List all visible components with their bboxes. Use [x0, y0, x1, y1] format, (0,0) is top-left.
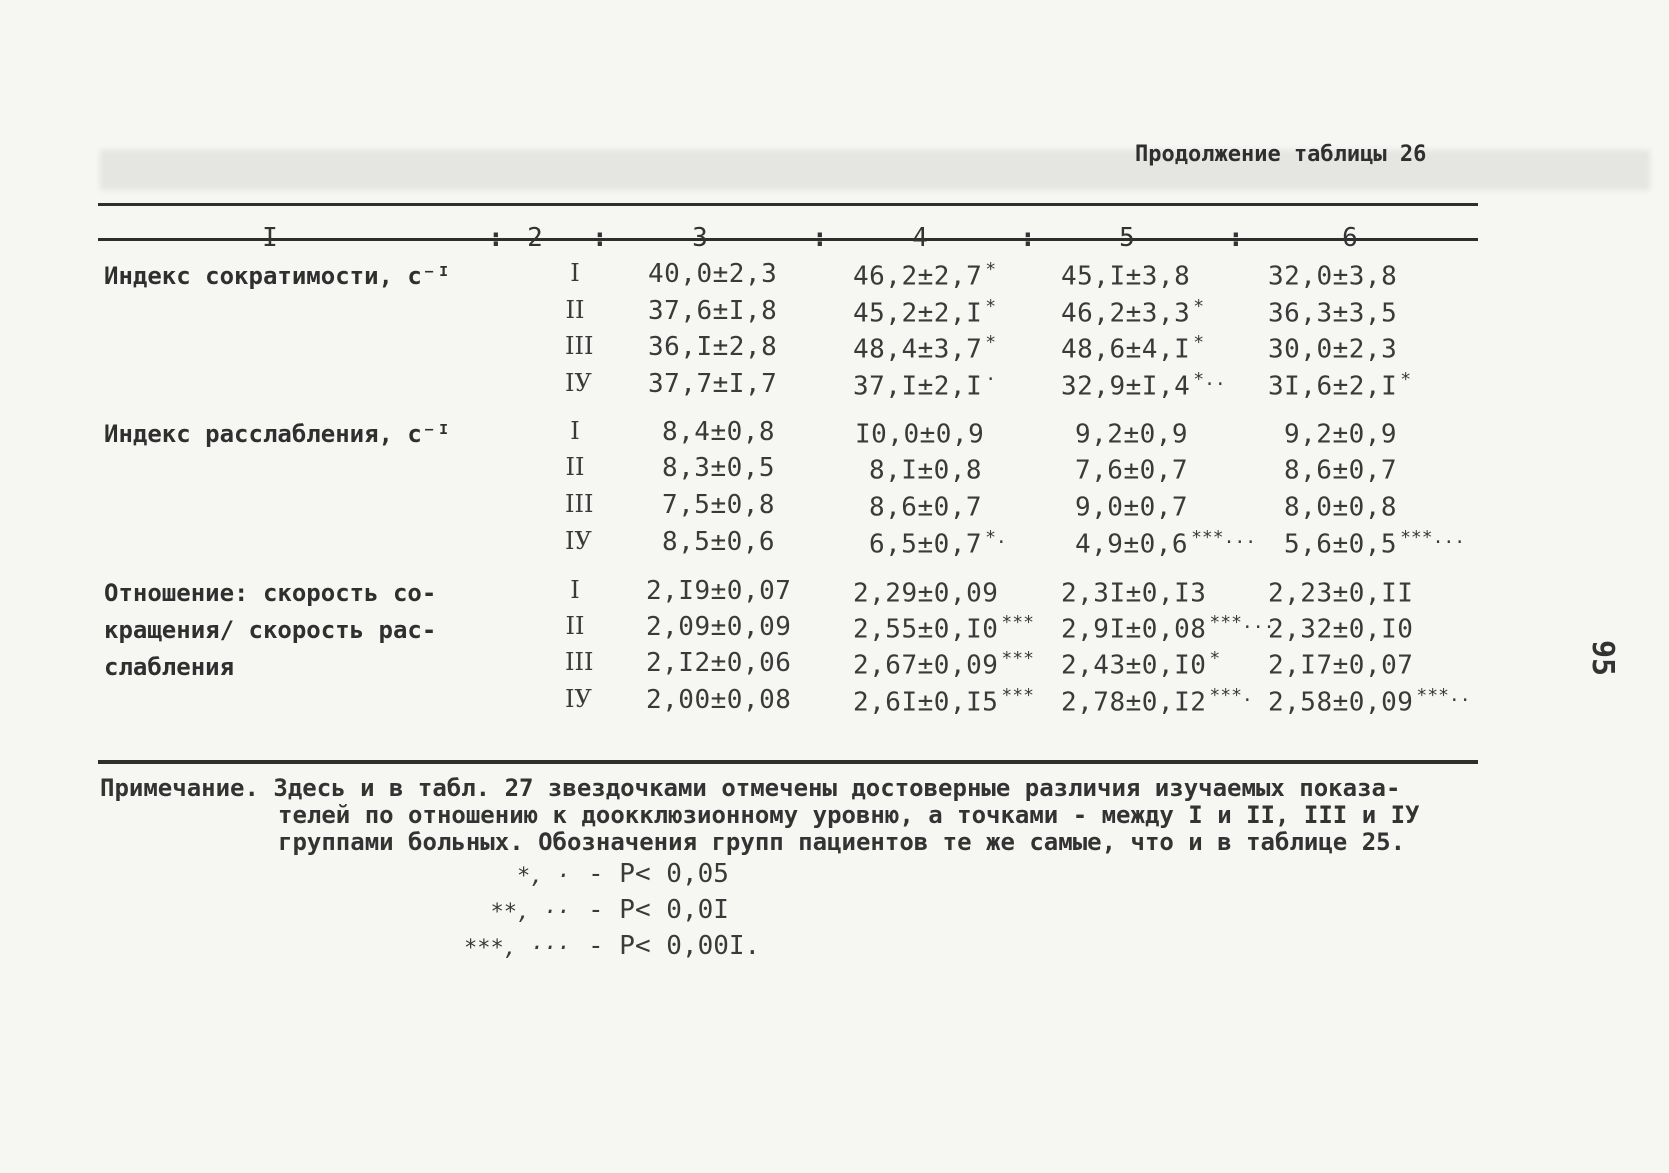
significance-mark: *..	[1193, 369, 1226, 390]
significance-mark: *	[985, 259, 997, 280]
column-separator: :	[592, 223, 608, 253]
cell-col3: 8,3±0,5	[662, 453, 776, 483]
column-separator: :	[1020, 223, 1036, 253]
cell-col5: 2,9I±0,08 ***...	[1061, 612, 1275, 645]
cell-col6: 8,6±0,7	[1284, 455, 1398, 486]
column-header-2: 2	[527, 223, 543, 253]
cell-col5: 2,43±0,I0 *	[1061, 648, 1221, 681]
legend-symbol: **, ··	[490, 900, 570, 925]
group-label: IУ	[565, 527, 592, 555]
cell-col6: 2,58±0,09 ***..	[1268, 685, 1471, 718]
cell-col6: 9,2±0,9	[1284, 419, 1398, 450]
cell-col3: 2,I9±0,07	[646, 576, 792, 606]
cell-col6: 3I,6±2,I *	[1268, 369, 1412, 402]
significance-mark: *	[985, 332, 997, 353]
cell-col3: 7,5±0,8	[662, 490, 776, 520]
cell-col4: 2,29±0,09	[853, 578, 999, 609]
group-label: IУ	[565, 685, 592, 713]
column-separator: :	[488, 223, 504, 253]
cell-col6: 5,6±0,5 ***...	[1284, 527, 1466, 560]
cell-col3: 2,I2±0,06	[646, 648, 792, 678]
significance-mark: *	[1193, 296, 1205, 317]
cell-col6: 2,23±0,II	[1268, 578, 1414, 609]
group-label: III	[565, 332, 594, 360]
row-label-ratio-line2: кращения/ скорость рас-	[104, 616, 437, 644]
legend-text: - P< 0,00I.	[588, 931, 761, 961]
column-header-1: I	[262, 223, 278, 253]
cell-col6: 30,0±2,3	[1268, 334, 1398, 365]
significance-mark: ***	[1001, 612, 1034, 633]
cell-col5: 48,6±4,I *	[1061, 332, 1205, 365]
group-label: III	[565, 648, 594, 676]
significance-mark: *	[985, 296, 997, 317]
legend-symbol: ***, ···	[464, 936, 570, 961]
cell-col4: 2,6I±0,I5 ***	[853, 685, 1034, 718]
cell-col4: 2,67±0,09 ***	[853, 648, 1034, 681]
cell-col3: 8,4±0,8	[662, 417, 776, 447]
column-header-5: 5	[1119, 223, 1135, 253]
page-number: 95	[1585, 640, 1620, 677]
table-bottom-rule	[98, 760, 1478, 764]
cell-col5: 2,78±0,I2 ***.	[1061, 685, 1253, 718]
note-line-1: Примечание. Здесь и в табл. 27 звездочками отмечены достоверные различия изучаемых показа-	[100, 774, 1401, 802]
group-label: III	[565, 490, 594, 518]
cell-col4: 8,6±0,7	[869, 492, 983, 523]
cell-col3: 2,09±0,09	[646, 612, 792, 642]
significance-mark: *	[1193, 332, 1205, 353]
group-label: II	[565, 296, 585, 324]
column-header-3: 3	[692, 223, 708, 253]
significance-mark: ***...	[1400, 527, 1466, 548]
cell-col5: 2,3I±0,I3	[1061, 578, 1207, 609]
cell-col4: 46,2±2,7 *	[853, 259, 997, 292]
column-separator: :	[812, 223, 828, 253]
group-label: II	[565, 612, 585, 640]
row-label-contractility: Индекс сократимости, с⁻ᴵ	[104, 262, 451, 290]
group-label: II	[565, 453, 585, 481]
cell-col3: 2,00±0,08	[646, 685, 792, 715]
cell-col3: 37,6±I,8	[648, 296, 778, 326]
cell-col5: 45,I±3,8	[1061, 261, 1191, 292]
cell-col4: 6,5±0,7 *.	[869, 527, 1007, 560]
significance-mark: ***.	[1209, 685, 1253, 706]
cell-col6: 36,3±3,5	[1268, 298, 1398, 329]
cell-col3: 37,7±I,7	[648, 369, 778, 399]
significance-mark: ***...	[1209, 612, 1275, 633]
cell-col6: 8,0±0,8	[1284, 492, 1398, 523]
cell-col3: 40,0±2,3	[648, 259, 778, 289]
cell-col3: 36,I±2,8	[648, 332, 778, 362]
group-label: I	[570, 576, 580, 604]
significance-mark: ***	[1001, 648, 1034, 669]
row-label-relaxation: Индекс расслабления, с⁻ᴵ	[104, 420, 451, 448]
cell-col4: I0,0±0,9	[855, 419, 985, 450]
cell-col4: 45,2±2,I *	[853, 296, 997, 329]
significance-mark: *	[1400, 369, 1412, 390]
table-top-rule	[98, 203, 1478, 206]
column-separator: :	[1228, 223, 1244, 253]
significance-mark: ***...	[1191, 527, 1257, 548]
significance-mark: ·	[985, 369, 997, 390]
cell-col4: 8,I±0,8	[869, 455, 983, 486]
column-header-4: 4	[912, 223, 928, 253]
significance-mark: ***..	[1416, 685, 1471, 706]
group-label: I	[570, 259, 580, 287]
row-label-ratio-line1: Отношение: скорость со-	[104, 579, 437, 607]
legend-text: - P< 0,0I	[588, 895, 729, 925]
row-label-ratio-line3: слабления	[104, 653, 235, 681]
cell-col5: 32,9±I,4 *..	[1061, 369, 1226, 402]
legend-text: - P< 0,05	[588, 859, 729, 889]
cell-col5: 4,9±0,6 ***...	[1075, 527, 1257, 560]
significance-mark: *	[1209, 648, 1221, 669]
significance-mark: *.	[985, 527, 1007, 548]
cell-col5: 9,2±0,9	[1075, 419, 1189, 450]
group-label: I	[570, 417, 580, 445]
table-header-rule	[98, 238, 1478, 241]
legend-symbol: *, ·	[517, 864, 570, 889]
note-line-3: группами больных. Обозначения групп пациентов те же самые, что и в таблице 25.	[278, 828, 1406, 856]
cell-col3: 8,5±0,6	[662, 527, 776, 557]
cell-col6: 2,I7±0,07	[1268, 650, 1414, 681]
cell-col6: 2,32±0,I0	[1268, 614, 1414, 645]
cell-col4: 48,4±3,7 *	[853, 332, 997, 365]
cell-col4: 37,I±2,I ·	[853, 369, 997, 402]
column-header-6: 6	[1342, 223, 1358, 253]
cell-col5: 46,2±3,3 *	[1061, 296, 1205, 329]
significance-mark: ***	[1001, 685, 1034, 706]
cell-col5: 9,0±0,7	[1075, 492, 1189, 523]
cell-col4: 2,55±0,I0 ***	[853, 612, 1034, 645]
cell-col6: 32,0±3,8	[1268, 261, 1398, 292]
cell-col5: 7,6±0,7	[1075, 455, 1189, 486]
continuation-caption: Продолжение таблицы 26	[1135, 142, 1427, 167]
group-label: IУ	[565, 369, 592, 397]
note-line-2: телей по отношению к доокклюзионному уровню, а точками - между I и II, III и IУ	[278, 801, 1420, 829]
